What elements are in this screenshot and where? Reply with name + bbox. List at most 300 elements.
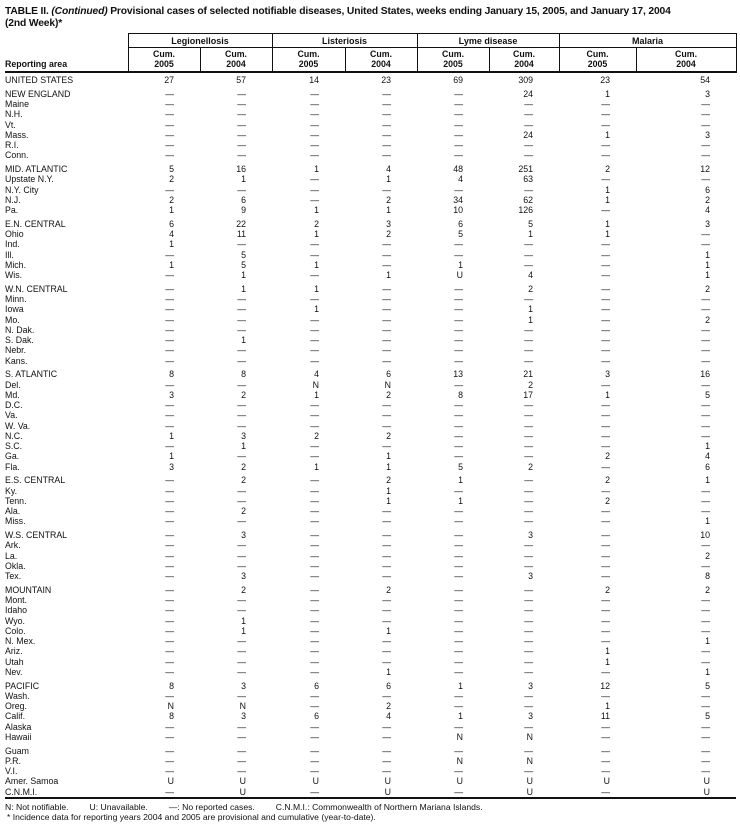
value-cell: — (601, 270, 611, 280)
reporting-area-cell: Oreg. (5, 701, 28, 711)
value-cell: — (310, 239, 320, 250)
value-cell: 1 (705, 636, 711, 646)
table-row (5, 475, 736, 485)
value-cell: — (701, 605, 711, 616)
value-cell: 21 (523, 369, 534, 380)
value-cell: — (454, 410, 464, 421)
value-cell: — (165, 690, 174, 701)
value-cell: 6 (705, 184, 711, 195)
value-cell: — (382, 766, 392, 776)
value-cell: 4 (528, 270, 534, 280)
value-cell: 5 (705, 711, 711, 722)
value-cell: — (237, 239, 247, 250)
reporting-area-cell: Ariz. (5, 646, 23, 657)
value-cell: — (454, 656, 464, 667)
value-cell: — (454, 745, 464, 756)
value-cell: 1 (314, 283, 320, 294)
value-cell: 251 (518, 164, 534, 174)
value-cell: 1 (386, 666, 392, 677)
value-cell: — (382, 530, 392, 540)
value-cell: — (165, 766, 174, 776)
value-cell: — (382, 721, 392, 732)
value-cell: 1 (705, 475, 711, 486)
reporting-area-cell: E.S. CENTRAL (5, 475, 66, 486)
value-cell: — (237, 324, 247, 335)
value-cell: — (601, 324, 611, 335)
reporting-area-cell: Kans. (5, 355, 28, 366)
value-cell: — (524, 485, 534, 496)
value-cell: — (165, 755, 174, 766)
value-cell: — (601, 430, 611, 441)
value-cell: 1 (386, 174, 392, 185)
value-cell: — (310, 400, 320, 410)
value-cell: — (165, 495, 174, 506)
value-cell: — (310, 119, 320, 130)
value-cell: — (165, 99, 174, 109)
value-cell: 2 (705, 584, 711, 595)
value-cell: — (165, 584, 174, 595)
value-cell: — (310, 140, 320, 150)
value-cell: — (382, 119, 392, 130)
table-row (5, 571, 736, 581)
value-cell: — (701, 745, 711, 756)
value-cell: — (310, 786, 320, 797)
value-cell: — (310, 129, 320, 140)
reporting-area-cell: N. Mex. (5, 636, 36, 646)
value-cell: 2 (705, 283, 711, 294)
value-cell: — (310, 540, 320, 551)
value-cell: — (601, 755, 611, 766)
value-cell: — (237, 605, 247, 616)
table-row (5, 561, 736, 571)
subheader-lis-2005: Cum. 2005 (272, 48, 345, 73)
value-cell: 23 (381, 75, 392, 85)
value-cell: — (165, 441, 174, 451)
value-cell: 1 (169, 451, 174, 462)
value-cell: — (310, 625, 320, 636)
value-cell: 1 (605, 194, 611, 205)
value-cell: — (310, 150, 320, 161)
value-cell: — (310, 194, 320, 205)
value-cell: — (524, 495, 534, 506)
value-cell: — (454, 485, 464, 496)
value-cell: — (601, 485, 611, 496)
value-cell: 57 (236, 75, 247, 85)
value-cell: — (165, 119, 174, 130)
value-cell: — (237, 745, 247, 756)
value-cell: U (239, 786, 247, 797)
value-cell: 2 (705, 550, 711, 561)
reporting-area-cell: N.C. (5, 430, 23, 441)
table-row (5, 441, 736, 451)
value-cell: — (165, 571, 174, 581)
reporting-area-cell: S.C. (5, 441, 23, 451)
value-cell: 1 (458, 711, 464, 722)
column-group-legionellosis: Legionellosis (128, 34, 272, 48)
value-cell: — (701, 625, 711, 636)
value-cell: 1 (386, 485, 392, 496)
value-cell: — (165, 560, 174, 571)
value-cell: — (310, 109, 320, 120)
value-cell: U (312, 776, 320, 787)
value-cell: 16 (236, 164, 247, 174)
value-cell: 5 (241, 249, 247, 260)
subheader-lyme-2005: Cum. 2005 (417, 48, 489, 73)
value-cell: — (454, 721, 464, 732)
reporting-area-cell: W. Va. (5, 420, 31, 431)
reporting-area-cell: Ala. (5, 506, 21, 516)
value-cell: — (524, 99, 534, 109)
table-row (5, 667, 736, 677)
value-cell: — (237, 400, 247, 410)
reporting-area-cell: Wash. (5, 690, 30, 701)
value-cell: — (524, 615, 534, 626)
value-cell: N (167, 701, 174, 711)
value-cell: — (524, 259, 534, 270)
value-cell: 4 (705, 451, 711, 462)
value-cell: — (601, 379, 611, 390)
value-cell: — (524, 584, 534, 595)
value-cell: 2 (386, 229, 392, 239)
value-cell: — (601, 540, 611, 551)
value-cell: — (310, 550, 320, 561)
value-cell: — (310, 656, 320, 667)
value-cell: — (701, 229, 711, 239)
value-cell: 2 (705, 314, 711, 325)
value-cell: 1 (241, 335, 247, 345)
value-cell: U (703, 786, 711, 797)
value-cell: U (384, 786, 392, 797)
value-cell: — (310, 270, 320, 280)
table-row (5, 205, 736, 215)
value-cell: — (165, 129, 174, 140)
table-row (5, 595, 736, 605)
value-cell: 2 (241, 506, 247, 516)
value-cell: — (237, 140, 247, 150)
value-cell: — (524, 516, 534, 527)
value-cell: — (382, 259, 392, 270)
column-group-listeriosis: Listeriosis (272, 34, 417, 48)
value-cell: — (165, 400, 174, 410)
value-cell: — (601, 205, 611, 215)
value-cell: — (601, 420, 611, 431)
value-cell: — (165, 625, 174, 636)
value-cell: 24 (523, 129, 534, 140)
value-cell: — (601, 259, 611, 270)
value-cell: — (382, 656, 392, 667)
value-cell: 4 (458, 174, 464, 185)
value-cell: — (454, 636, 464, 646)
value-cell: — (165, 355, 174, 366)
value-cell: — (237, 666, 247, 677)
value-cell: — (701, 99, 711, 109)
table-row (5, 732, 736, 742)
value-cell: 2 (241, 475, 247, 486)
value-cell: — (601, 666, 611, 677)
value-cell: 1 (241, 615, 247, 626)
value-cell: — (237, 485, 247, 496)
value-cell: — (701, 560, 711, 571)
value-cell: — (701, 174, 711, 185)
value-cell: — (310, 335, 320, 345)
reporting-area-cell: S. Dak. (5, 335, 34, 345)
value-cell: — (454, 701, 464, 711)
value-cell: 8 (169, 369, 174, 380)
value-cell: 3 (241, 530, 247, 540)
value-cell: — (382, 184, 392, 195)
value-cell: — (701, 731, 711, 742)
table-row (5, 701, 736, 711)
value-cell: 4 (386, 164, 392, 174)
reporting-area-cell: N.H. (5, 109, 23, 120)
value-cell: 1 (605, 184, 611, 195)
value-cell: — (165, 304, 174, 315)
subheader-leg-2005: Cum. 2005 (128, 48, 200, 73)
value-cell: 1 (605, 218, 611, 229)
value-cell: 1 (458, 680, 464, 691)
reporting-area-cell: Ill. (5, 249, 14, 260)
value-cell: — (524, 506, 534, 516)
value-cell: — (701, 766, 711, 776)
value-cell: U (456, 776, 464, 787)
reporting-area-cell: Md. (5, 389, 20, 400)
value-cell: — (310, 731, 320, 742)
value-cell: — (382, 516, 392, 527)
value-cell: 2 (605, 584, 611, 595)
table-row (5, 746, 736, 756)
value-cell: — (524, 690, 534, 701)
value-cell: — (601, 461, 611, 472)
reporting-area-cell: Upstate N.Y. (5, 174, 54, 185)
reporting-area-cell: Nev. (5, 666, 23, 677)
value-cell: 1 (705, 666, 711, 677)
table-row (5, 335, 736, 345)
value-cell: — (237, 88, 247, 99)
value-cell: — (454, 314, 464, 325)
value-cell: — (165, 140, 174, 150)
reporting-area-cell: Okla. (5, 560, 26, 571)
value-cell: 24 (523, 88, 534, 99)
table-row (5, 150, 736, 160)
table-row (5, 315, 736, 325)
table-row (5, 605, 736, 615)
table-row (5, 250, 736, 260)
value-cell: — (701, 324, 711, 335)
reporting-area-cell: Ark. (5, 540, 21, 551)
value-cell: — (310, 571, 320, 581)
value-cell: — (454, 605, 464, 616)
value-cell: 3 (241, 680, 247, 691)
reporting-area-cell: V.I. (5, 766, 18, 776)
value-cell: 6 (386, 680, 392, 691)
value-cell: — (601, 345, 611, 356)
value-cell: 6 (314, 711, 320, 722)
value-cell: — (701, 379, 711, 390)
table-row (5, 270, 736, 280)
value-cell: — (454, 766, 464, 776)
value-cell: — (601, 615, 611, 626)
value-cell: — (165, 150, 174, 161)
value-cell: — (237, 755, 247, 766)
reporting-area-cell: N.J. (5, 194, 21, 205)
reporting-area-cell: Vt. (5, 119, 16, 130)
value-cell: 2 (386, 475, 392, 486)
reporting-area-cell: Hawaii (5, 731, 32, 742)
table-row (5, 195, 736, 205)
value-cell: — (237, 150, 247, 161)
value-cell: 1 (386, 495, 392, 506)
value-cell: 1 (241, 625, 247, 636)
value-cell: — (524, 550, 534, 561)
value-cell: — (237, 495, 247, 506)
reporting-area-cell: Alaska (5, 721, 32, 732)
value-cell: — (454, 584, 464, 595)
reporting-area-header: Reporting area (5, 34, 128, 73)
value-cell: — (165, 615, 174, 626)
column-group-lyme-disease: Lyme disease (417, 34, 559, 48)
table-row (5, 130, 736, 140)
value-cell: 12 (600, 680, 611, 691)
value-cell: — (601, 560, 611, 571)
table-row (5, 325, 736, 335)
value-cell: 4 (705, 205, 711, 215)
reporting-area-cell: Guam (5, 745, 29, 756)
value-cell: — (310, 184, 320, 195)
value-cell: — (237, 550, 247, 561)
reporting-area-cell: Wis. (5, 270, 23, 280)
value-cell: 22 (236, 218, 247, 229)
value-cell: — (454, 530, 464, 540)
value-cell: — (310, 636, 320, 646)
value-cell: — (524, 560, 534, 571)
value-cell: — (524, 745, 534, 756)
value-cell: — (382, 731, 392, 742)
value-cell: — (524, 324, 534, 335)
value-cell: — (701, 755, 711, 766)
value-cell: — (237, 731, 247, 742)
value-cell: — (524, 184, 534, 195)
value-cell: — (601, 314, 611, 325)
value-cell: 3 (528, 680, 534, 691)
value-cell: — (601, 516, 611, 527)
value-cell: — (310, 294, 320, 304)
value-cell: — (165, 324, 174, 335)
value-cell: — (524, 636, 534, 646)
table-row (5, 756, 736, 766)
value-cell: — (237, 766, 247, 776)
value-cell: — (601, 119, 611, 130)
value-cell: N (456, 755, 464, 766)
value-cell: — (601, 239, 611, 250)
value-cell: — (701, 304, 711, 315)
value-cell: 1 (314, 304, 320, 315)
value-cell: — (237, 451, 247, 462)
value-cell: — (454, 304, 464, 315)
value-cell: — (454, 294, 464, 304)
value-cell: — (382, 636, 392, 646)
reporting-area-cell: Conn. (5, 150, 29, 161)
value-cell: — (454, 88, 464, 99)
value-cell: — (382, 355, 392, 366)
value-cell: — (237, 314, 247, 325)
value-cell: — (310, 324, 320, 335)
value-cell: — (524, 605, 534, 616)
value-cell: U (167, 776, 174, 787)
value-cell: — (601, 731, 611, 742)
reporting-area-cell: W.N. CENTRAL (5, 283, 68, 294)
value-cell: — (701, 430, 711, 441)
value-cell: 1 (169, 239, 174, 250)
table-title-number: TABLE II. (5, 6, 49, 17)
value-cell: — (310, 249, 320, 260)
value-cell: — (310, 690, 320, 701)
value-cell: — (454, 400, 464, 410)
value-cell: — (454, 140, 464, 150)
subheader-leg-2004: Cum. 2004 (200, 48, 272, 73)
value-cell: 1 (458, 475, 464, 486)
table-row (5, 89, 736, 99)
value-cell: 1 (705, 441, 711, 451)
value-cell: — (382, 324, 392, 335)
value-cell: — (237, 355, 247, 366)
value-cell: 9 (241, 205, 247, 215)
table-row (5, 551, 736, 561)
value-cell: — (310, 88, 320, 99)
value-cell: — (165, 745, 174, 756)
value-cell: 6 (169, 218, 174, 229)
value-cell: U (703, 776, 711, 787)
value-cell: 1 (705, 259, 711, 270)
value-cell: — (165, 345, 174, 356)
reporting-area-cell: N. Dak. (5, 324, 35, 335)
value-cell: — (701, 410, 711, 421)
reporting-area-cell: Ga. (5, 451, 20, 462)
value-cell: — (601, 140, 611, 150)
value-cell: — (454, 451, 464, 462)
value-cell: — (701, 721, 711, 732)
value-cell: — (701, 495, 711, 506)
value-cell: — (310, 345, 320, 356)
value-cell: 63 (523, 174, 534, 185)
table-row (5, 174, 736, 184)
value-cell: — (701, 485, 711, 496)
reporting-area-cell: Maine (5, 99, 29, 109)
value-cell: — (601, 283, 611, 294)
value-cell: — (524, 540, 534, 551)
value-cell: — (524, 721, 534, 732)
value-cell: — (310, 755, 320, 766)
table-row (5, 410, 736, 420)
value-cell: — (165, 184, 174, 195)
table-row (5, 164, 736, 174)
value-cell: — (601, 571, 611, 581)
value-cell: — (601, 441, 611, 451)
value-cell: — (165, 656, 174, 667)
value-cell: — (601, 625, 611, 636)
value-cell: — (165, 646, 174, 657)
reporting-area-cell: Mont. (5, 595, 28, 605)
value-cell: — (701, 355, 711, 366)
value-cell: — (601, 786, 611, 797)
value-cell: 34 (453, 194, 464, 205)
value-cell: — (524, 109, 534, 120)
value-cell: — (310, 595, 320, 605)
value-cell: 4 (169, 229, 174, 239)
value-cell: — (165, 666, 174, 677)
value-cell: 8 (169, 680, 174, 691)
reporting-area-cell: Utah (5, 656, 24, 667)
value-cell: — (310, 506, 320, 516)
